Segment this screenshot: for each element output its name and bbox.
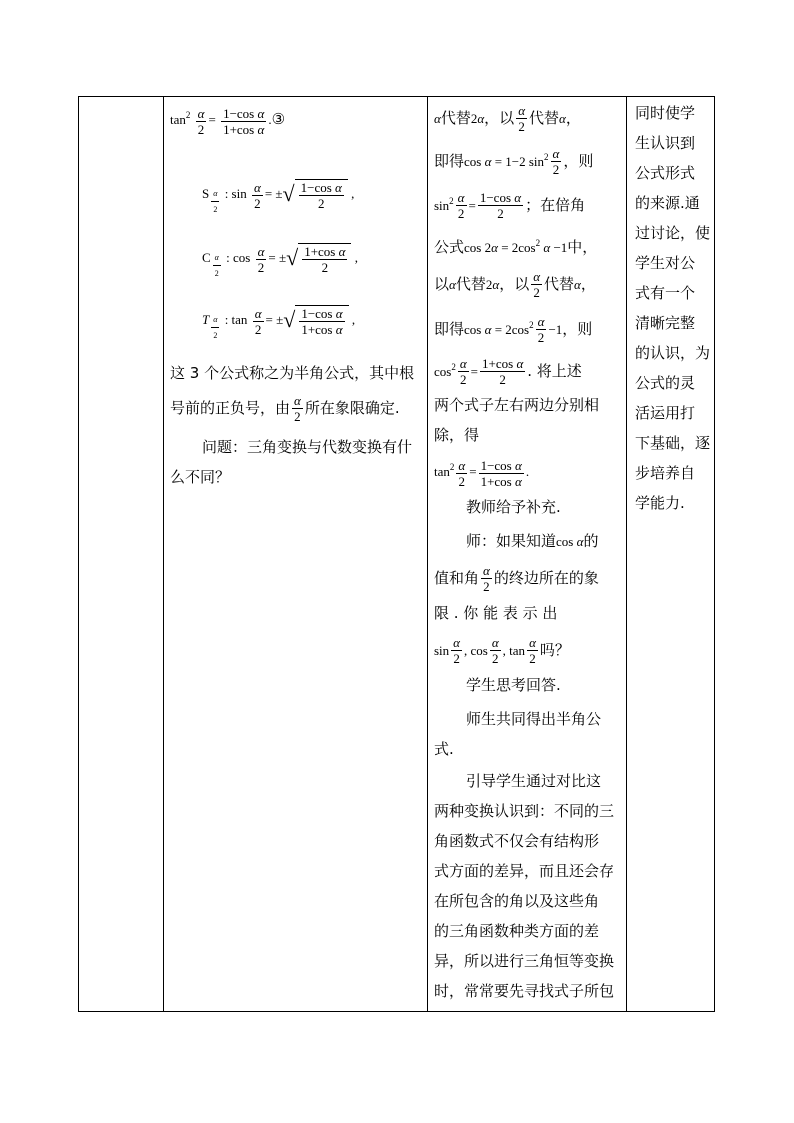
intent-line: 同时使学: [635, 104, 696, 122]
activity-line-24: 的三角函数种类方面的差: [434, 922, 600, 940]
question-line-1: 问题：三角变换与代数变换有什: [202, 438, 413, 456]
intent-line: 学生对公: [635, 254, 696, 272]
activity-line-3: $\sin^2$ $\frac{\alpha}{2}$ = $\frac{\text{1−cos α}}{2}$ ；在倍角: [434, 190, 586, 221]
activity-column: [428, 97, 626, 1011]
activity-line-5: 以α代替2α，以 $\frac{\alpha}{2}$ 代替α，: [434, 269, 596, 300]
activity-line-19: 引导学生通过对比这: [466, 772, 602, 790]
activity-line-18: 式.: [434, 740, 454, 758]
activity-line-25: 异，所以进行三角恒等变换: [434, 952, 615, 970]
t-label: T: [202, 311, 210, 327]
intent-line: 活运用打: [635, 404, 696, 422]
question-line-2: 么不同？: [170, 468, 231, 486]
activity-line-8: 两个式子左右两边分别相: [434, 396, 600, 414]
activity-line-26: 时，常常要先寻找式子所包: [434, 982, 615, 1000]
intent-line: 公式的灵: [635, 374, 696, 392]
activity-line-1: α代替2α，以 $\frac{\alpha}{2}$ 代替α，: [434, 103, 581, 134]
activity-line-2: 即得cos α = 1−2 $\sin^2$ $\frac{\alpha}{2}$ ，则: [434, 146, 594, 177]
tan-squared-result: $\tan^2$ $\frac{\alpha}{2}$ = $\frac{\text{1−cos α}}{\text{1+cos α}}$ .: [434, 457, 530, 489]
activity-line-16: 学生思考回答.: [466, 676, 561, 694]
sin-half-formula: S $_{\frac{\alpha}{2}}$ : sin $\frac{\alpha}{2}$ = ± √ $\frac{\text{1−cos α}}{2}$ ,: [202, 179, 355, 215]
activity-line-23: 在所包含的角以及这些角: [434, 892, 600, 910]
activity-line-4: 公式$\cos 2\alpha = 2\cos^2$ α −1中，: [434, 238, 598, 256]
tan-half-formula-root: T $_{\frac{\alpha}{2}}$ : tan $\frac{\alpha}{2}$ = ± √ $\frac{\text{1−cos α}}{\text{1+cos α}}$ ,: [202, 305, 356, 341]
activity-line-21: 角函数式不仅会有结构形: [434, 832, 600, 850]
activity-line-12: 师：如果知道cos α的: [466, 532, 599, 550]
sign-description: 号前的正负号，由 $\frac{\alpha}{2}$ 所在象限确定.: [170, 393, 400, 424]
activity-line-6: 即得$\cos \alpha = 2\cos^2$ $\frac{\alpha}{2}$ −1，则: [434, 314, 593, 345]
activity-line-13: 值和角 $\frac{\alpha}{2}$ 的终边所在的象: [434, 563, 599, 594]
activity-line-9: 除，得: [434, 426, 480, 444]
activity-line-22: 式方面的差异，而且还会存: [434, 862, 615, 880]
intent-line: 下基础，逐: [635, 434, 711, 452]
activity-line-20: 两种变换认识到：不同的三: [434, 802, 615, 820]
activity-line-17: 师生共同得出半角公: [466, 710, 602, 728]
activity-line-11: 教师给予补充.: [466, 498, 561, 516]
cos-half-formula: C $_{\frac{\alpha}{2}}$ : cos $\frac{\alpha}{2}$ = ± √ $\frac{\text{1+cos α}}{2}$ ,: [202, 243, 358, 279]
half-angle-description: 这 3 个公式称之为半角公式，其中根: [170, 364, 415, 382]
intent-line: 的来源.通: [635, 194, 700, 212]
intent-line: 生认识到: [635, 134, 696, 152]
empty-first-column: [79, 97, 163, 1011]
intent-line: 清晰完整: [635, 314, 696, 332]
intent-line: 式有一个: [635, 284, 696, 302]
activity-line-7: $\cos^2$ $\frac{\alpha}{2}$ = $\frac{\text{1+cos α}}{2}$ . 将上述: [434, 356, 582, 387]
c-label: C: [202, 249, 211, 265]
lesson-table: [78, 96, 715, 1012]
intent-column: [627, 97, 715, 1011]
intent-line: 步培养自: [635, 464, 696, 482]
equation-number: ③: [271, 110, 286, 128]
intent-line: 的认识，为: [635, 344, 711, 362]
s-label: S: [202, 185, 210, 201]
activity-line-15: sin $\frac{\alpha}{2}$ , cos $\frac{\alpha}{2}$ , tan $\frac{\alpha}{2}$ 吗？: [434, 635, 570, 666]
activity-line-14: 限 . 你 能 表 示 出: [434, 604, 558, 622]
intent-line: 学能力.: [635, 494, 685, 512]
tan-half-formula: $\tan^2$ $\frac{\alpha}{2}$ = $\frac{\text{1−cos α}}{\text{1+cos α}}$ .③: [170, 105, 286, 137]
formula-column: [164, 97, 427, 1011]
intent-line: 公式形式: [635, 164, 696, 182]
intent-line: 过讨论，使: [635, 224, 711, 242]
